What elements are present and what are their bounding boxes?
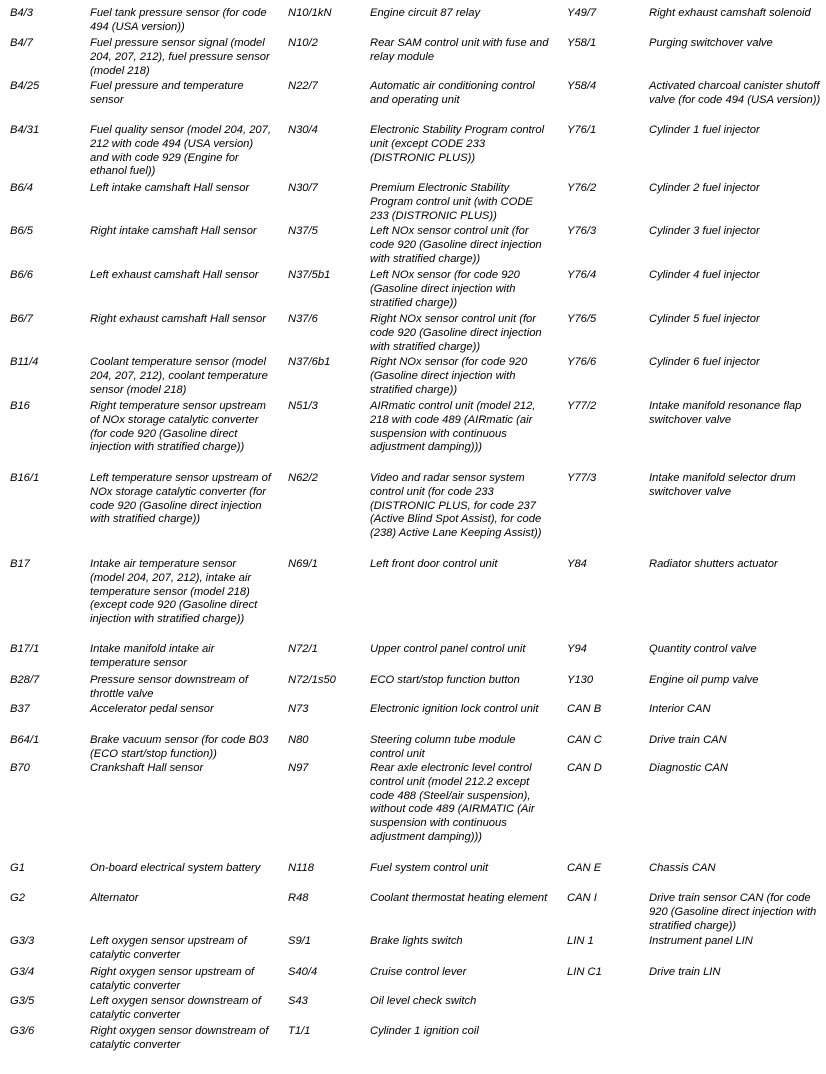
- component-description: Left intake camshaft Hall sensor: [90, 182, 250, 194]
- component-code: CAN I: [567, 892, 597, 904]
- component-code: N62/2: [288, 472, 318, 484]
- component-description: Engine oil pump valve: [649, 674, 759, 686]
- component-description: Left exhaust camshaft Hall sensor: [90, 269, 259, 281]
- component-code: B6/7: [10, 313, 34, 325]
- component-description: Engine circuit 87 relay: [370, 7, 481, 19]
- component-description: Fuel pressure sensor signal (model 204, 207, 212), fuel pressure sensor (model 218): [90, 37, 270, 77]
- component-code: N51/3: [288, 400, 318, 412]
- component-description: Right exhaust camshaft solenoid: [649, 7, 811, 19]
- component-description: Left NOx sensor control unit (for code 920 (Gasoline direct injection with stratified charge)): [370, 225, 542, 265]
- component-code: N10/2: [288, 37, 318, 49]
- component-description: ECO start/stop function button: [370, 674, 520, 686]
- component-description: Premium Electronic Stability Program control unit (with CODE 233 (DISTRONIC PLUS)): [370, 182, 533, 222]
- component-description: Intake manifold intake air temperature sensor: [90, 643, 215, 669]
- component-code: N80: [288, 734, 309, 746]
- component-description: Brake lights switch: [370, 935, 463, 947]
- component-description: Fuel pressure and temperature sensor: [90, 80, 244, 106]
- component-description: Brake vacuum sensor (for code B03 (ECO start/stop function)): [90, 734, 269, 760]
- component-description: Oil level check switch: [370, 995, 477, 1007]
- component-code: LIN 1: [567, 935, 594, 947]
- component-code: Y58/4: [567, 80, 597, 92]
- component-code: B70: [10, 762, 30, 774]
- component-code: S40/4: [288, 966, 318, 978]
- component-code: B37: [10, 703, 30, 715]
- component-description: Purging switchover valve: [649, 37, 773, 49]
- component-code: Y76/3: [567, 225, 597, 237]
- component-code: G1: [10, 862, 25, 874]
- component-code: B28/7: [10, 674, 40, 686]
- component-description: Intake manifold selector drum switchover valve: [649, 472, 796, 498]
- component-description: Left oxygen sensor downstream of catalytic converter: [90, 995, 262, 1021]
- component-description: Coolant temperature sensor (model 204, 207, 212), coolant temperature sensor (model 218): [90, 356, 268, 396]
- component-description: Cylinder 4 fuel injector: [649, 269, 760, 281]
- component-description: Drive train CAN: [649, 734, 727, 746]
- component-description: Video and radar sensor system control unit (for code 233 (DISTRONIC PLUS, for code 237 (Active Blind Spot Assist), for code (238) Active Lane Keeping Assist)): [370, 472, 542, 540]
- component-code: B4/7: [10, 37, 34, 49]
- component-code: N118: [288, 862, 314, 874]
- component-code: G2: [10, 892, 25, 904]
- component-description: Cylinder 5 fuel injector: [649, 313, 760, 325]
- component-description: AIRmatic control unit (model 212, 218 with code 489 (AIRmatic (air suspension with continuous adjustment damping))): [370, 400, 536, 454]
- component-description: Steering column tube module control unit: [370, 734, 516, 760]
- component-description: Fuel quality sensor (model 204, 207, 212 with code 494 (USA version) and with code 929 (Engine for ethanol fuel)): [90, 124, 271, 178]
- component-code: B17/1: [10, 643, 40, 655]
- component-code: N30/7: [288, 182, 318, 194]
- component-description: Rear axle electronic level control control unit (model 212.2 except code 488 (Steel/air suspension), without code 489 (AIRMATIC (Air suspension with continuous adjustment damping))): [370, 762, 535, 843]
- component-code: B6/6: [10, 269, 34, 281]
- component-description: Chassis CAN: [649, 862, 716, 874]
- component-description: Left NOx sensor (for code 920 (Gasoline direct injection with stratified charge)): [370, 269, 520, 309]
- component-code: R48: [288, 892, 309, 904]
- component-code: B17: [10, 558, 30, 570]
- component-code: B4/31: [10, 124, 40, 136]
- component-description: Cylinder 3 fuel injector: [649, 225, 760, 237]
- component-code: Y76/2: [567, 182, 597, 194]
- component-description: Quantity control valve: [649, 643, 757, 655]
- component-code: N37/6b1: [288, 356, 331, 368]
- component-description: Cylinder 1 ignition coil: [370, 1025, 479, 1037]
- component-code: LIN C1: [567, 966, 602, 978]
- component-code: N37/6: [288, 313, 318, 325]
- component-code: B16: [10, 400, 30, 412]
- component-description: Intake air temperature sensor (model 204, 207, 212), intake air temperature sensor (model 218) (except code 920 (Gasoline direct injection with stratified charge)): [90, 558, 258, 626]
- component-description: Rear SAM control unit with fuse and relay module: [370, 37, 549, 63]
- component-description: Fuel system control unit: [370, 862, 489, 874]
- component-description: Electronic Stability Program control unit (except CODE 233 (DISTRONIC PLUS)): [370, 124, 545, 164]
- component-description: Instrument panel LIN: [649, 935, 753, 947]
- component-description: Fuel tank pressure sensor (for code 494 (USA version)): [90, 7, 267, 33]
- component-code: N37/5b1: [288, 269, 331, 281]
- component-code: G3/3: [10, 935, 35, 947]
- component-code: N22/7: [288, 80, 318, 92]
- component-code: B4/3: [10, 7, 34, 19]
- component-code: N97: [288, 762, 309, 774]
- component-description: Right exhaust camshaft Hall sensor: [90, 313, 266, 325]
- component-code: Y58/1: [567, 37, 597, 49]
- component-code: Y84: [567, 558, 587, 570]
- component-description: Pressure sensor downstream of throttle valve: [90, 674, 248, 700]
- component-code: B6/4: [10, 182, 34, 194]
- component-code: N30/4: [288, 124, 318, 136]
- component-code: Y130: [567, 674, 594, 686]
- component-description: Drive train LIN: [649, 966, 721, 978]
- component-description: Right NOx sensor (for code 920 (Gasoline direct injection with stratified charge)): [370, 356, 528, 396]
- component-description: Interior CAN: [649, 703, 711, 715]
- component-code: G3/5: [10, 995, 35, 1007]
- component-code: Y76/5: [567, 313, 597, 325]
- component-description: Accelerator pedal sensor: [90, 703, 214, 715]
- component-code: N10/1kN: [288, 7, 332, 19]
- component-code: CAN C: [567, 734, 602, 746]
- component-code: Y76/1: [567, 124, 597, 136]
- component-code: CAN E: [567, 862, 602, 874]
- component-description: Left front door control unit: [370, 558, 498, 570]
- component-description: Upper control panel control unit: [370, 643, 526, 655]
- component-code: G3/4: [10, 966, 35, 978]
- component-code: B4/25: [10, 80, 40, 92]
- component-code: N69/1: [288, 558, 318, 570]
- component-description: Diagnostic CAN: [649, 762, 728, 774]
- component-code: N72/1s50: [288, 674, 336, 686]
- component-description: Right oxygen sensor downstream of catalytic converter: [90, 1025, 269, 1051]
- component-description: Cylinder 1 fuel injector: [649, 124, 760, 136]
- component-code: G3/6: [10, 1025, 35, 1037]
- component-code: CAN B: [567, 703, 602, 715]
- component-description: Right oxygen sensor upstream of catalytic converter: [90, 966, 255, 992]
- component-description: Radiator shutters actuator: [649, 558, 778, 570]
- component-code: N37/5: [288, 225, 318, 237]
- component-description: Intake manifold resonance flap switchover valve: [649, 400, 802, 426]
- component-description: Cylinder 2 fuel injector: [649, 182, 760, 194]
- component-code: B64/1: [10, 734, 40, 746]
- component-code: S43: [288, 995, 308, 1007]
- component-code: Y49/7: [567, 7, 597, 19]
- component-code: S9/1: [288, 935, 312, 947]
- component-description: Right intake camshaft Hall sensor: [90, 225, 257, 237]
- component-code: Y77/2: [567, 400, 597, 412]
- component-description: Left temperature sensor upstream of NOx storage catalytic converter (for code 920 (Gasoline direct injection with stratified charge)): [90, 472, 271, 526]
- component-description: Right temperature sensor upstream of NOx storage catalytic converter (for code 920 (Gasoline direct injection with stratified charge)): [90, 400, 266, 454]
- component-description: Crankshaft Hall sensor: [90, 762, 204, 774]
- component-code: N73: [288, 703, 309, 715]
- component-code: B6/5: [10, 225, 34, 237]
- component-description: Alternator: [90, 892, 139, 904]
- component-code: Y77/3: [567, 472, 597, 484]
- component-code: B16/1: [10, 472, 40, 484]
- component-code: N72/1: [288, 643, 318, 655]
- component-description: Right NOx sensor control unit (for code 920 (Gasoline direct injection with stratified charge)): [370, 313, 542, 353]
- component-description: Coolant thermostat heating element: [370, 892, 548, 904]
- component-code: B11/4: [10, 356, 39, 368]
- component-description: On-board electrical system battery: [90, 862, 261, 874]
- component-description: Drive train sensor CAN (for code 920 (Gasoline direct injection with stratified charge)): [649, 892, 817, 932]
- component-description: Cruise control lever: [370, 966, 467, 978]
- component-description: Automatic air conditioning control and operating unit: [370, 80, 535, 106]
- component-description: Electronic ignition lock control unit: [370, 703, 539, 715]
- component-code: Y94: [567, 643, 587, 655]
- component-description: Cylinder 6 fuel injector: [649, 356, 760, 368]
- component-description: Left oxygen sensor upstream of catalytic converter: [90, 935, 247, 961]
- component-code: CAN D: [567, 762, 602, 774]
- component-code: Y76/6: [567, 356, 597, 368]
- component-code: Y76/4: [567, 269, 597, 281]
- component-description: Activated charcoal canister shutoff valve (for code 494 (USA version)): [649, 80, 821, 106]
- component-code: T1/1: [288, 1025, 311, 1037]
